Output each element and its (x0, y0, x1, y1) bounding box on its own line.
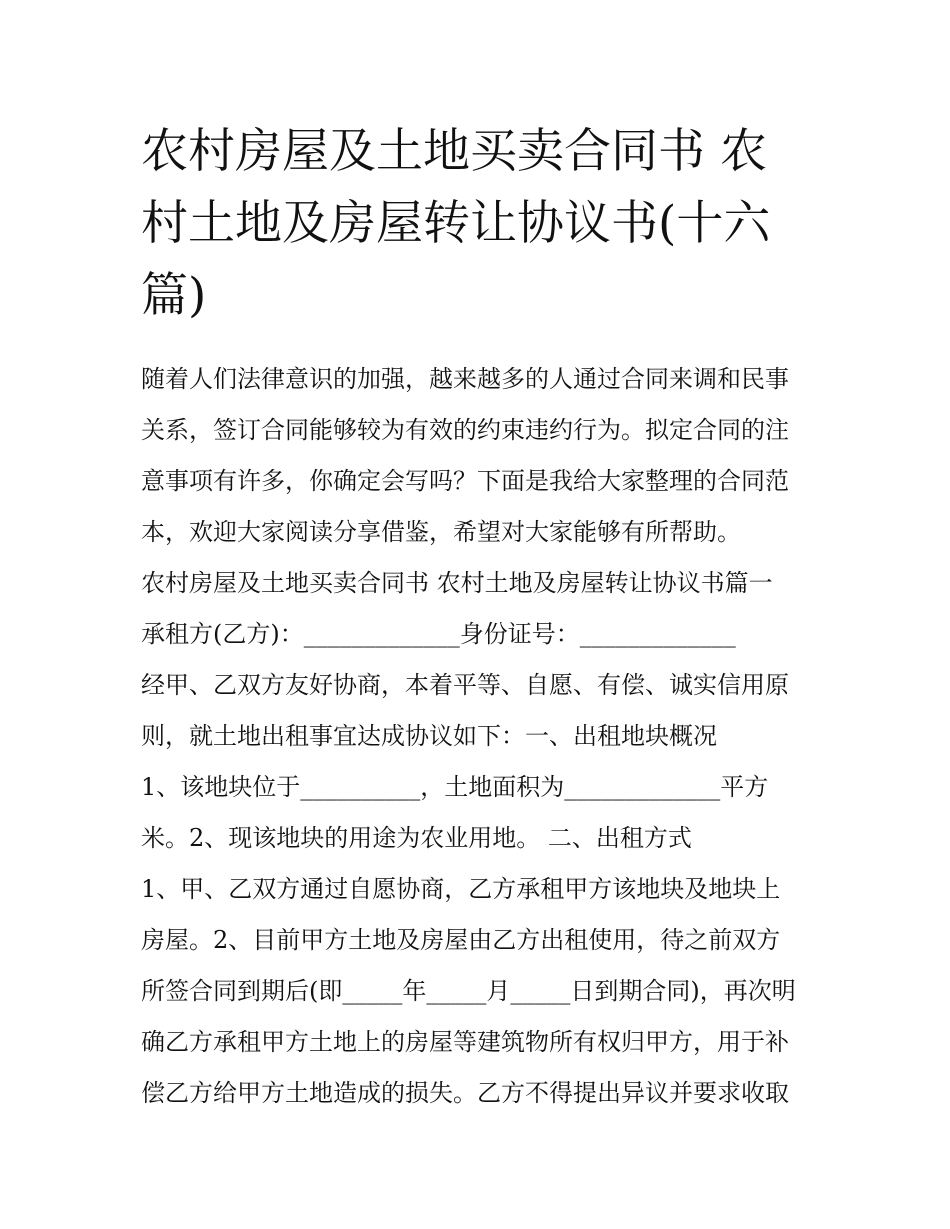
body-line: 房屋。2、目前甲方土地及房屋由乙方出租使用，待之前双方 (141, 926, 781, 954)
body-line: 则，就土地出租事宜达成协议如下：一、出租地块概况 (141, 722, 717, 750)
body-line: 经甲、乙双方友好协商，本着平等、自愿、有偿、诚实信用原 (141, 671, 789, 699)
body-line: 1、甲、乙双方通过自愿协商，乙方承租甲方该地块及地块上 (141, 875, 781, 903)
document-title (141, 116, 821, 332)
body-line: 米。2、现该地块的用途为农业用地。 二、出租方式 (141, 824, 692, 852)
title-line: 农村房屋及土地买卖合同书 农 (141, 124, 767, 179)
document-body (141, 354, 821, 1119)
body-line: 意事项有许多，你确定会写吗？下面是我给大家整理的合同范 (141, 467, 789, 495)
body-line: 确乙方承租甲方土地上的房屋等建筑物所有权归甲方，用于补 (141, 1028, 789, 1056)
body-line: 1、该地块位于__________，土地面积为_____________平方 (141, 773, 769, 801)
body-line: 随着人们法律意识的加强，越来越多的人通过合同来调和民事 (141, 365, 789, 393)
body-line: 承租方(乙方)：_____________身份证号：_____________ (141, 620, 736, 648)
title-line: 村土地及房屋转让协议书(十六 (141, 196, 771, 251)
section-heading-line: 农村房屋及土地买卖合同书 农村土地及房屋转让协议书篇一 (141, 569, 773, 597)
title-line: 篇) (141, 268, 207, 323)
body-line: 关系，签订合同能够较为有效的约束违约行为。拟定合同的注 (141, 416, 789, 444)
body-line: 本，欢迎大家阅读分享借鉴，希望对大家能够有所帮助。 (141, 518, 741, 546)
body-line: 偿乙方给甲方土地造成的损失。乙方不得提出异议并要求收取 (141, 1079, 789, 1107)
body-line: 所签合同到期后(即_____年_____月_____日到期合同)，再次明 (141, 977, 796, 1005)
